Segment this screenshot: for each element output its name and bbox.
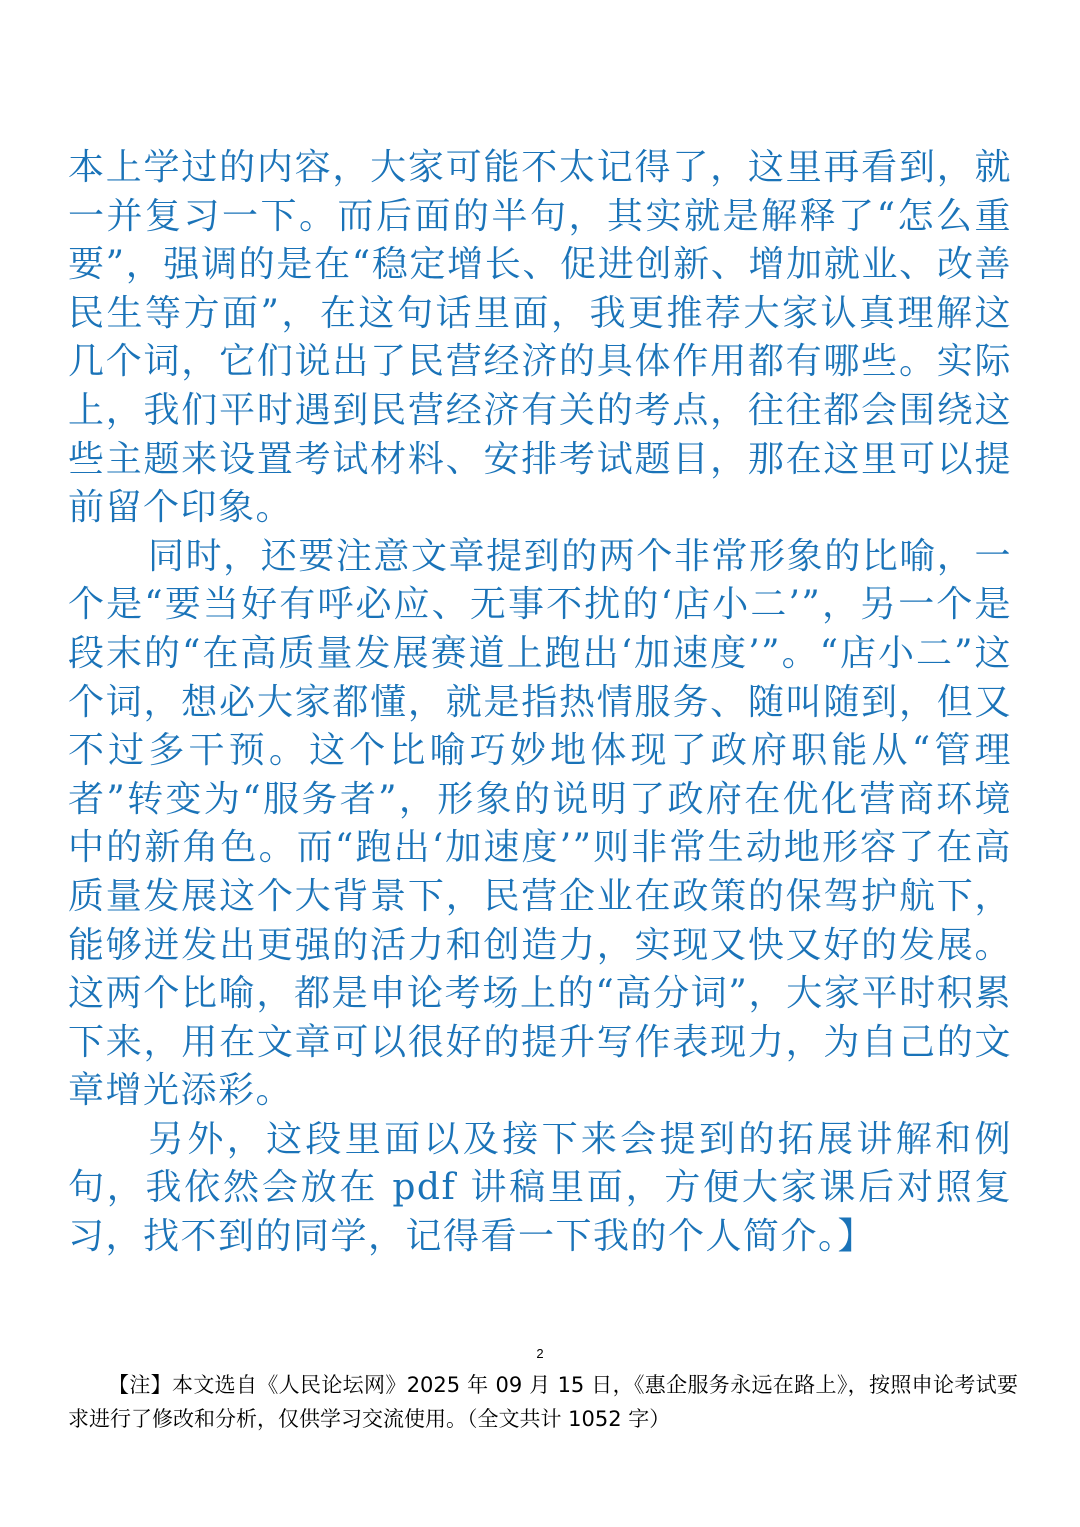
page-number: 2 bbox=[536, 1346, 544, 1361]
paragraph-2: 同时，还要注意文章提到的两个非常形象的比喻，一个是“要当好有呼必应、无事不扰的‘店小二’”，另一个是段末的“在高质量发展赛道上跑出‘加速度’”。“店小二”这个词，想必大家都懂，就是指热情服务、随叫随到，但又不过多干预。这个比喻巧妙地体现了政府职能从“管理者”转变为“服务者”，形象的说明了政府在优化营商环境中的新角色。而“跑出‘加速度’”则非常生动地形容了在高质量发展这个大背景下，民营企业在政策的保驾护航下，能够迸发出更强的活力和创造力，实现又快又好的发展。这两个比喻，都是申论考场上的“高分词”，大家平时积累下来，用在文章可以很好的提升写作表现力，为自己的文章增光添彩。 bbox=[68, 535, 1012, 1112]
article-body bbox=[68, 144, 1012, 1262]
paragraph-1: 本上学过的内容，大家可能不太记得了，这里再看到，就一并复习一下。而后面的半句，其实就是解释了“怎么重要”，强调的是在“稳定增长、促进创新、增加就业、改善民生等方面”，在这句话里面，我更推荐大家认真理解这几个词，它们说出了民营经济的具体作用都有哪些。实际上，我们平时遇到民营经济有关的考点，往往都会围绕这些主题来设置考试材料、安排考试题目，那在这里可以提前留个印象。 bbox=[68, 147, 1012, 529]
source-footnote: 【注】本文选自《人民论坛网》2025 年 09 月 15 日，《惠企服务永远在路上》，按照申论考试要求进行了修改和分析，仅供学习交流使用。（全文共计 1052 字） bbox=[68, 1373, 1018, 1431]
paragraph-3: 另外，这段里面以及接下来会提到的拓展讲解和例句，我依然会放在 pdf 讲稿里面，方便大家课后对照复习，找不到的同学，记得看一下我的个人简介。】 bbox=[68, 1118, 1012, 1258]
